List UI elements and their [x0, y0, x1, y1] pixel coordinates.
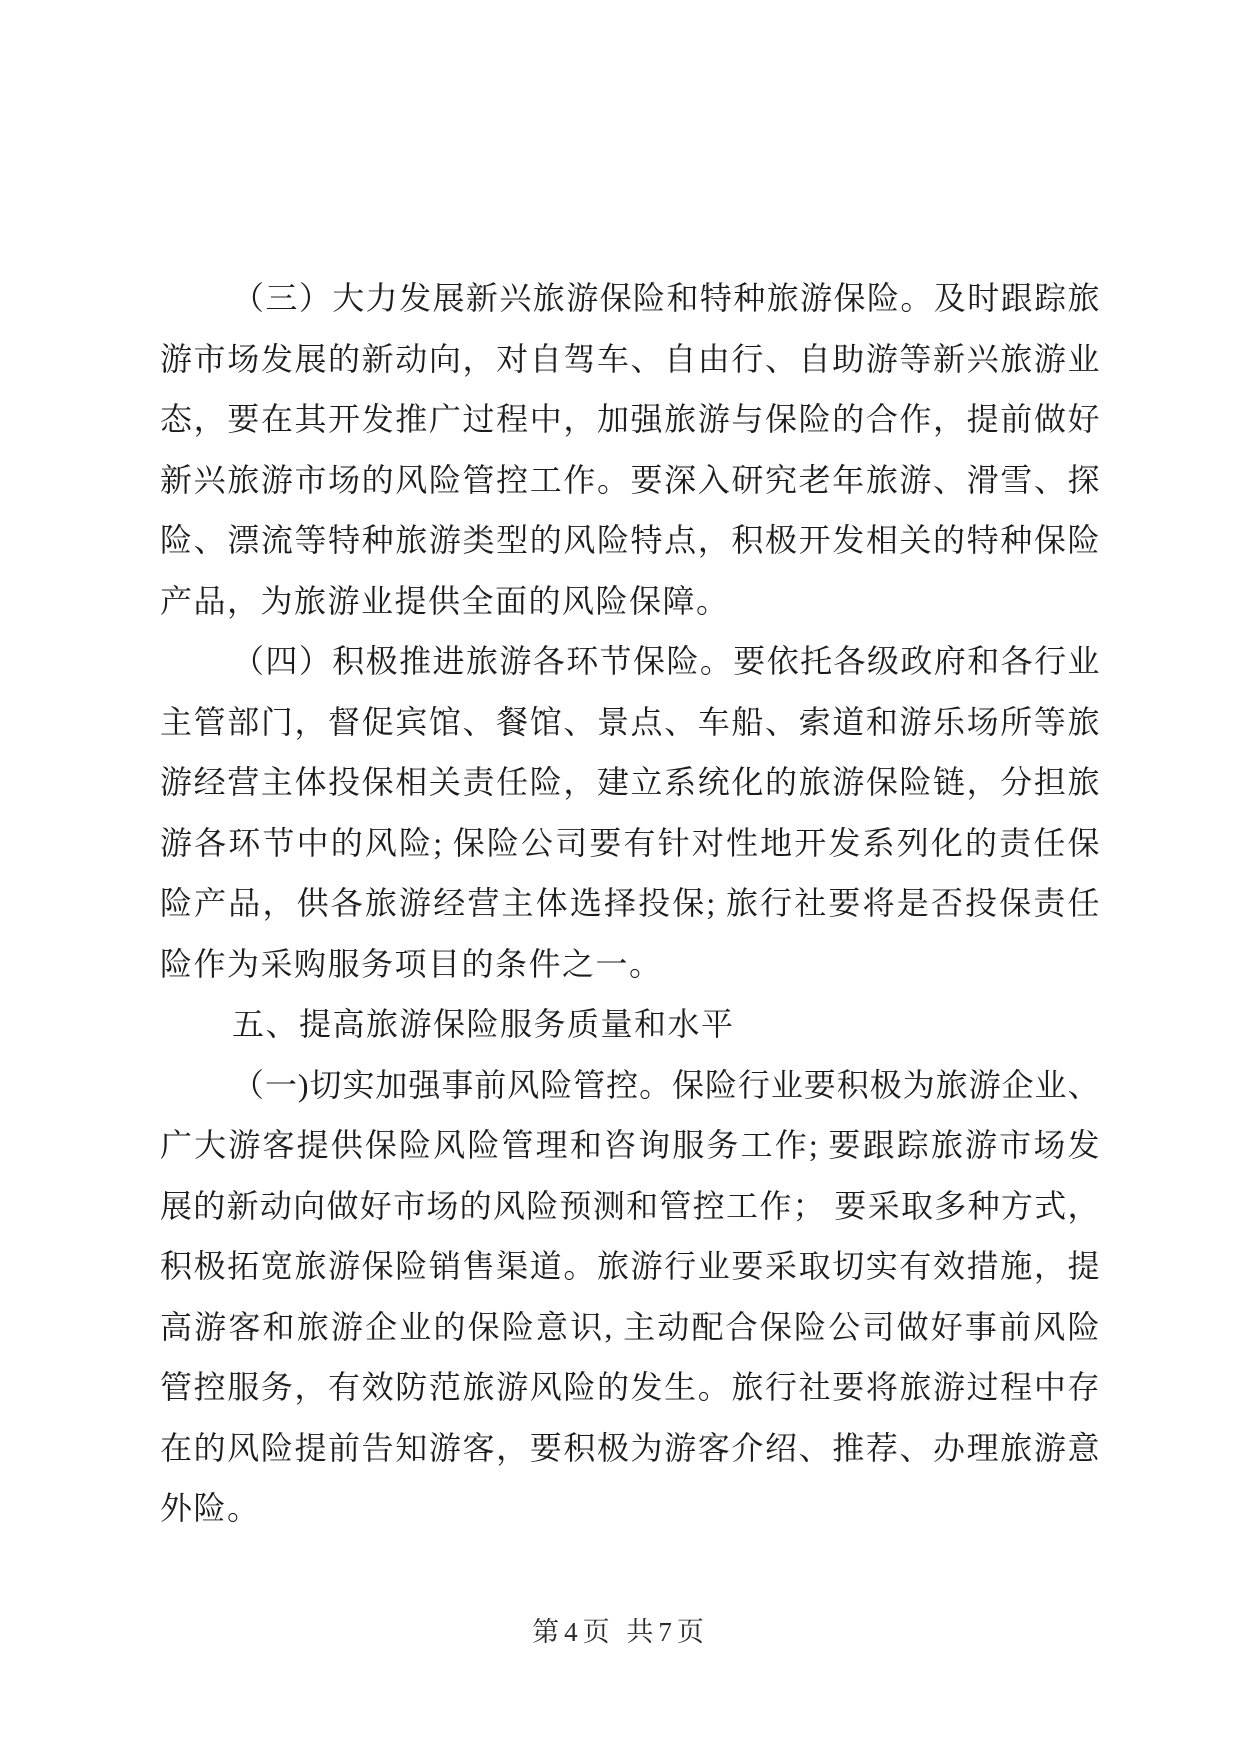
text-line: 高游客和旅游企业的保险意识, 主动配合保险公司做好事前风险 — [160, 1308, 1100, 1345]
text-line: 产品，为旅游业提供全面的风险保障。 — [160, 582, 730, 619]
text-line: 险作为采购服务项目的条件之一。 — [160, 945, 663, 982]
text-line: 五、提高旅游保险服务质量和水平 — [232, 1006, 735, 1042]
text-line: （三）大力发展新兴旅游保险和特种旅游保险。及时跟踪旅 — [232, 280, 1100, 316]
text-line: 险、漂流等特种旅游类型的风险特点，积极开发相关的特种保险 — [160, 522, 1100, 558]
text-line: （一)切实加强事前风险管控。保险行业要积极为旅游企业、 — [232, 1066, 1100, 1103]
text-line: 险产品，供各旅游经营主体选择投保; 旅行社要将是否投保责任 — [160, 885, 1100, 921]
page-number-indicator: 第4页 共7页 — [532, 1617, 709, 1647]
text-line: 积极拓宽旅游保险销售渠道。旅游行业要采取切实有效措施，提 — [160, 1248, 1100, 1284]
paragraph-section-5-1 — [160, 1055, 1100, 1539]
document-body — [160, 268, 1100, 1539]
paragraph-section-3 — [160, 268, 1100, 631]
text-line: 态，要在其开发推广过程中，加强旅游与保险的合作，提前做好 — [160, 401, 1100, 437]
text-line: 新兴旅游市场的风险管控工作。要深入研究老年旅游、滑雪、探 — [160, 461, 1100, 498]
text-line: 游各环节中的风险; 保险公司要有针对性地开发系列化的责任保 — [160, 824, 1100, 861]
text-line: 广大游客提供保险风险管理和咨询服务工作; 要跟踪旅游市场发 — [160, 1127, 1100, 1163]
text-line: 在的风险提前告知游客，要积极为游客介绍、推荐、办理旅游意 — [160, 1429, 1100, 1466]
heading-section-5 — [160, 994, 1100, 1055]
text-line: 游市场发展的新动向，对自驾车、自由行、自助游等新兴旅游业 — [160, 340, 1100, 377]
paragraph-section-4 — [160, 631, 1100, 994]
text-line: 外险。 — [160, 1490, 261, 1526]
text-line: 展的新动向做好市场的风险预测和管控工作； 要采取多种方式， — [160, 1187, 1100, 1224]
text-line: 主管部门，督促宾馆、餐馆、景点、车船、索道和游乐场所等旅 — [160, 703, 1100, 740]
text-line: 管控服务，有效防范旅游风险的发生。旅行社要将旅游过程中存 — [160, 1369, 1100, 1405]
text-line: 游经营主体投保相关责任险，建立系统化的旅游保险链，分担旅 — [160, 764, 1100, 800]
page-footer — [0, 1612, 1241, 1652]
text-line: （四）积极推进旅游各环节保险。要依托各级政府和各行业 — [232, 643, 1100, 679]
